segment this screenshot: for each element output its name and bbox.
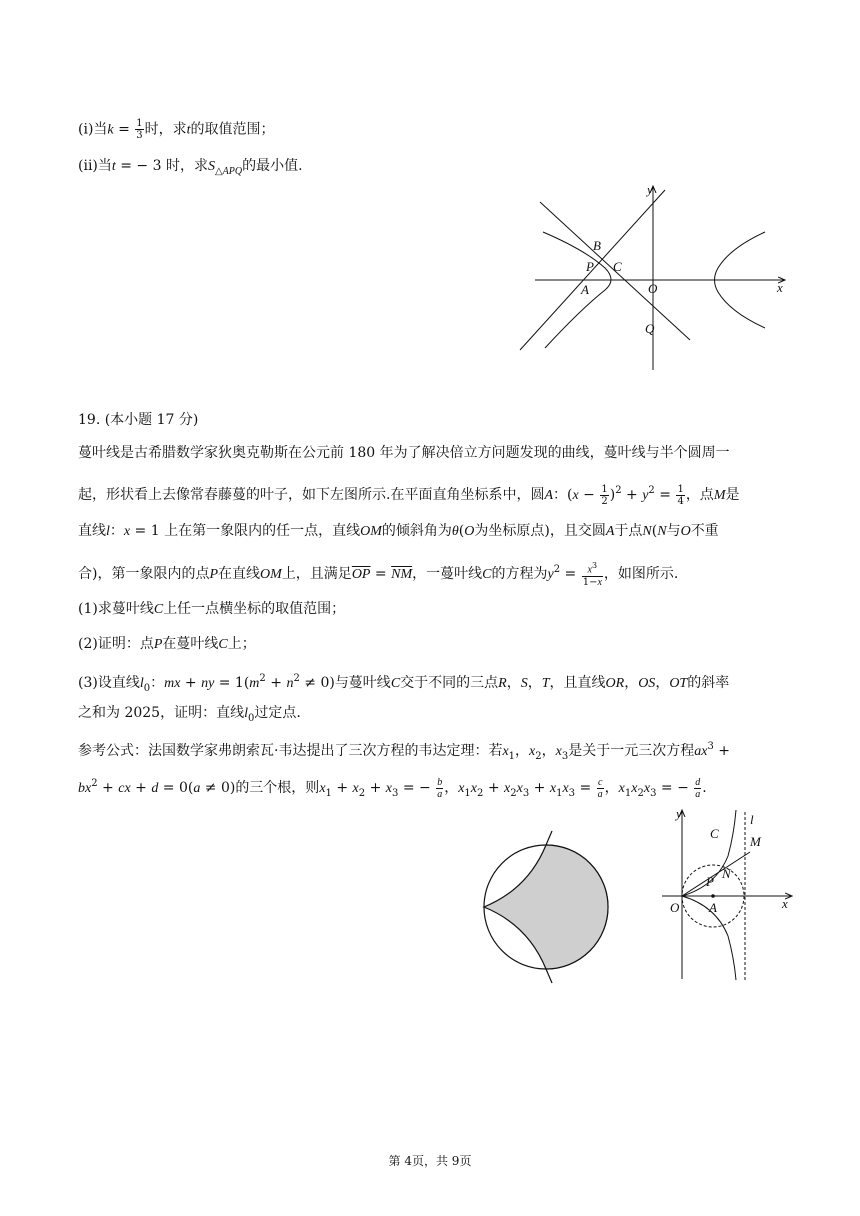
label-M: M — [750, 834, 761, 849]
page-footer: 第 4页，共 9页 — [388, 1154, 472, 1168]
point-A — [711, 894, 715, 898]
q18-part-i: (i)当k = $\frac{1}{3}$ 时，求t的取值范围； — [78, 118, 275, 141]
q19-paragraph-3: 直线l：x = 1 上在第一象限内的任一点，直线OM的倾斜角为θ(O为坐标原点)，且交圆A于点N(N与O不重 — [78, 523, 719, 539]
curve-extension-bottom — [546, 969, 552, 983]
hyperbola-figure — [515, 180, 795, 372]
q19-sub-1: (1)求蔓叶线C上任一点横坐标的取值范围； — [78, 601, 346, 617]
curve-extension-top — [546, 831, 552, 845]
q19-sub-2: (2)证明：点P在蔓叶线C上； — [78, 636, 256, 652]
q19-sub-3: (3)设直线$l_0$：mx + ny = $1(m^2 + n^2 \ne 0)$与蔓叶线C交于不同的三点R，S，T，且直线OR，OS，OT的斜率 — [78, 673, 730, 694]
label-A: A — [709, 900, 717, 915]
label-x: x — [777, 280, 783, 295]
label-O: O — [670, 900, 680, 915]
q19-paragraph-4: 合)，第一象限内的点P在直线OM上，且满足$\overline{OP} = \overline{NM}$，一蔓叶线C的方程为$y^2$ = $\frac{x^3}{1-x}$ ，如图所示. — [78, 561, 679, 588]
q18-part-ii: (ii)当t = − 3 时，求$S_{\triangle APQ}$的最小值. — [78, 158, 303, 177]
line-OM — [682, 852, 750, 896]
label-y: y — [676, 806, 682, 821]
q19-header: 19. (本小题 17 分) — [78, 412, 199, 428]
label-Q: Q — [645, 321, 655, 336]
label-N: N — [722, 866, 731, 881]
label-B: B — [593, 238, 601, 253]
cissoid-leaf-figure — [478, 825, 628, 985]
label-P: P — [706, 874, 714, 889]
q19-reference-2: $bx^2$ + cx + d = 0(a ≠ 0)的三个根，则$x_1 + x_2 + x_3$ = − $\frac{b}{a}$ ，$x_1x_2 + x_2x_3 + x_1x_3$ = $\frac{c}{a}$ ，$x_1x_2x_3$ = − $\frac{d}{a}$ . — [78, 776, 707, 800]
q19-paragraph-2: 起，形状看上去像常春藤蔓的叶子，如下左图所示.在平面直角坐标系中，圆A：(x − $\frac{1}{2}$ )$^2 + y^2$ = $\frac{1}{4}$ ，点M是 — [78, 483, 740, 507]
q19-paragraph-1: 蔓叶线是古希腊数学家狄奥克勒斯在公元前 180 年为了解决倍立方问题发现的曲线，蔓叶线与半个圆周一 — [78, 445, 730, 461]
cissoid-coordinate-figure — [658, 804, 798, 984]
label-C: C — [613, 259, 622, 274]
q19-reference-1: 参考公式：法国数学家弗朗索瓦·韦达提出了三次方程的韦达定理：若$x_1$，$x_2$，$x_3$是关于一元三次方程$ax^3$ + — [78, 741, 731, 762]
label-l: l — [750, 812, 754, 827]
label-C: C — [710, 826, 719, 841]
label-P: P — [586, 259, 594, 274]
label-A: A — [581, 282, 589, 297]
q19-sub-3-cont: 之和为 2025，证明：直线$l_0$过定点. — [78, 705, 301, 724]
label-O: O — [648, 281, 658, 296]
label-y: y — [647, 182, 653, 197]
label-x: x — [782, 896, 788, 911]
